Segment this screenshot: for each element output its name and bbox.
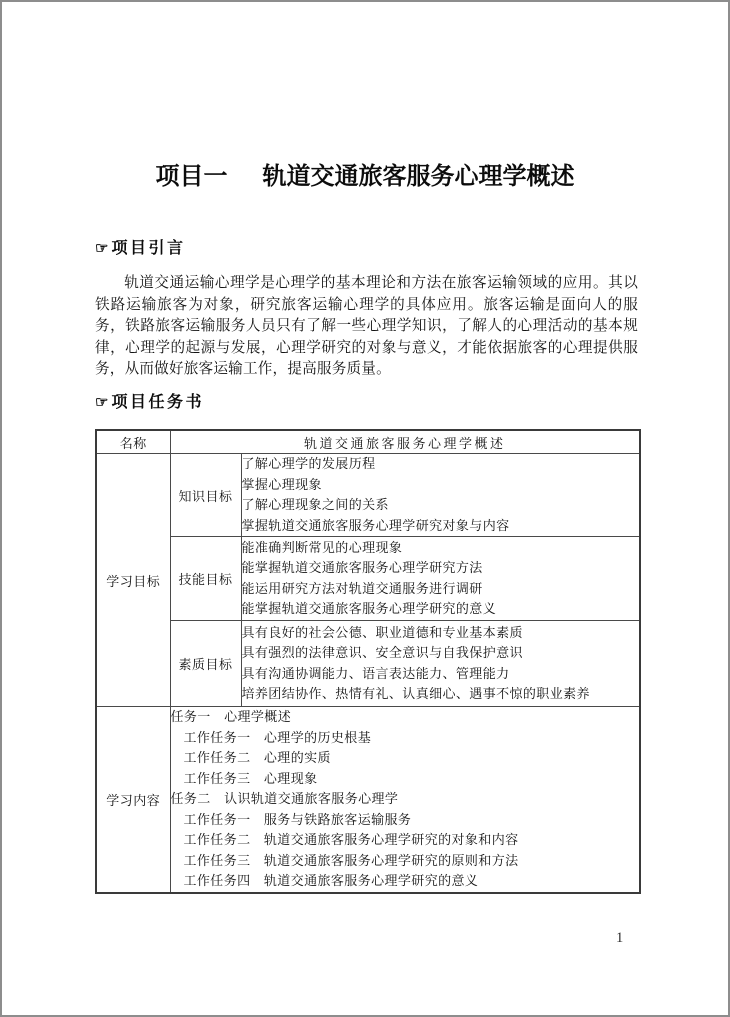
- content-subtask-item: 工作任务三 心理现象: [183, 770, 318, 786]
- quality-items-cell: [241, 621, 640, 707]
- objective-item: 培养团结协作、热情有礼、认真细心、遇事不惊的职业素养: [241, 686, 590, 702]
- objective-item: 具有沟通协调能力、语言表达能力、管理能力: [241, 665, 510, 681]
- content-subtask-item: 工作任务一 心理学的历史根基: [183, 729, 372, 745]
- skill-label-cell: 技能目标: [170, 537, 241, 621]
- content-subtask-item: 工作任务一 服务与铁路旅客运输服务: [183, 811, 412, 827]
- section-heading-task-book: [95, 392, 728, 414]
- objective-item: 具有良好的社会公德、职业道德和专业基本素质: [241, 624, 523, 640]
- knowledge-items-cell: [241, 454, 640, 537]
- table-row-content: [96, 707, 640, 893]
- table-row-name: [96, 430, 640, 454]
- content-task-item: 任务一 心理学概述: [170, 709, 292, 725]
- content-label-cell: 学习内容: [96, 707, 170, 893]
- table-row-skill: [96, 537, 640, 621]
- objective-item: 能准确判断常见的心理现象: [241, 539, 403, 555]
- page-title: [2, 160, 728, 194]
- objective-item: 掌握心理现象: [241, 476, 322, 492]
- knowledge-label-cell: 知识目标: [170, 454, 241, 537]
- section-heading-intro: [95, 238, 728, 260]
- section-heading-intro-label: 项目引言: [111, 240, 186, 257]
- intro-paragraph: 轨道交通运输心理学是心理学的基本理论和方法在旅客运输领域的应用。其以铁路运输旅客为对象，研究旅客运输心理学的具体应用。旅客运输是面向人的服务，铁路旅客运输服务人员只有了解一些心理学知识，了解人的心理活动的基本规律，心理学的起源与发展，心理学研究的对象与意义，才能依据旅客的心理提供服务，从而做好旅客运输工作，提高服务质量。: [95, 275, 638, 378]
- table-row-quality: [96, 621, 640, 707]
- content-subtask-item: 工作任务二 心理的实质: [183, 750, 331, 766]
- objective-item: 能运用研究方法对轨道交通服务进行调研: [241, 580, 483, 596]
- quality-label-cell: 素质目标: [170, 621, 241, 707]
- chapter-number: 项目一: [155, 164, 228, 190]
- page-number: 1: [616, 930, 624, 946]
- content-subtask-item: 工作任务四 轨道交通旅客服务心理学研究的意义: [183, 873, 479, 889]
- name-value-cell: 轨道交通旅客服务心理学概述: [170, 430, 640, 454]
- objective-item: 能掌握轨道交通旅客服务心理学研究的意义: [241, 601, 497, 617]
- skill-items-cell: [241, 537, 640, 621]
- content-task-item: 任务二 认识轨道交通旅客服务心理学: [170, 791, 399, 807]
- objective-item: 了解心理学的发展历程: [241, 456, 376, 472]
- content-subtask-item: 工作任务二 轨道交通旅客服务心理学研究的对象和内容: [183, 832, 519, 848]
- chapter-title-text: 轨道交通旅客服务心理学概述: [262, 164, 575, 190]
- objective-item: 具有强烈的法律意识、安全意识与自我保护意识: [241, 645, 523, 661]
- name-label-cell: 名称: [96, 430, 170, 454]
- pointing-hand-icon: ☞: [95, 241, 109, 257]
- project-task-table: [95, 429, 641, 894]
- table-row-knowledge: [96, 454, 640, 537]
- objective-item: 能掌握轨道交通旅客服务心理学研究方法: [241, 560, 483, 576]
- objective-item: 了解心理现象之间的关系: [241, 497, 389, 513]
- content-subtask-item: 工作任务三 轨道交通旅客服务心理学研究的原则和方法: [183, 852, 519, 868]
- section-heading-task-book-label: 项目任务书: [111, 393, 204, 411]
- objectives-label-cell: 学习目标: [96, 454, 170, 707]
- pointing-hand-icon: ☞: [95, 394, 109, 411]
- objective-item: 掌握轨道交通旅客服务心理学研究对象与内容: [241, 517, 510, 533]
- content-items-cell: [170, 707, 640, 893]
